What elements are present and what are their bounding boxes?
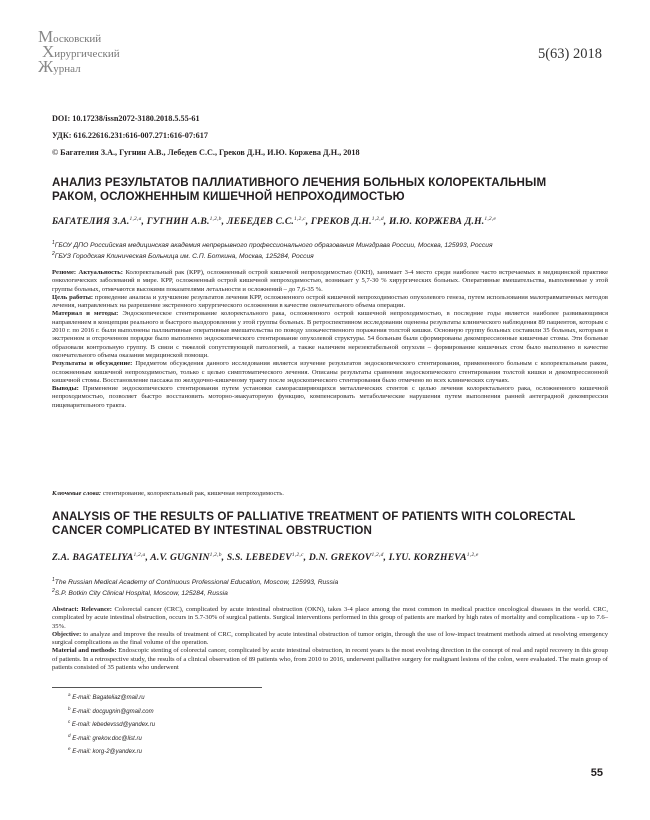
- author-name: S.S. LEBEDEV: [226, 552, 292, 564]
- abstract-ru: [52, 269, 608, 410]
- title-en-line1: ANALYSIS OF THE RESULTS OF PALLIATIVE TREATMENT OF PATIENTS WITH COLORECTAL: [52, 510, 576, 523]
- footnote-divider: [52, 687, 262, 688]
- author-name: ГРЕКОВ Д.Н.: [310, 216, 372, 228]
- email-footnote: $^a$ E-mail: Bagateliaz@mail.ru: [68, 692, 145, 701]
- author-name: I.YU. KORZHEVA: [388, 552, 467, 564]
- copyright: © Багателия З.А., Гугнин А.В., Лебедев С.С., Греков Д.Н., И.Ю. Коржева Д.Н., 2018: [52, 148, 360, 157]
- title-ru-line1: АНАЛИЗ РЕЗУЛЬТАТОВ ПАЛЛИАТИВНОГО ЛЕЧЕНИЯ БОЛЬНЫХ КОЛОРЕКТАЛЬНЫМ: [52, 176, 547, 189]
- authors-ru: БАГАТЕЛИЯ З.А.$^{1,2,a}$, ГУГНИН А.В.$^{1,2,b}$, ЛЕБЕДЕВ С.С.$^{1,2,c}$, ГРЕКОВ Д.Н.$^{1,2,d}$, И.Ю. КОРЖЕВА Д.Н.$^{1,2,e}$: [52, 216, 497, 228]
- logo-line-2: Хирургический: [42, 42, 120, 61]
- logo-line-1: Московский: [38, 27, 102, 46]
- affiliations-en: [52, 576, 612, 598]
- affiliation-ru-2: $^2$ГБУЗ Городская Клиническая Больница им. С.П. Боткина, Москва, 125284, Россия: [52, 251, 314, 261]
- author-sup: 1,2,e: [484, 216, 497, 222]
- keywords-ru: Ключевые слова: стентирование, колоректальный рак, кишечная непроходимость.: [52, 490, 284, 497]
- abstract-en-methods: Material and methods: Endoscopic stenting of colorectal cancer, complicated by acute intestinal obstruction, in recent years is the most evolving direction in the concept of real and rapid recovery in this group of patients. In a retrospective study, the results of a clinical observation of 89 patients who, from 2010 to 2016, underwent palliative surgery for malignant lesions of the colon, were evaluated. The main group of patients consisted of 35 patients who underwent: [52, 647, 608, 672]
- abstract-ru-results: Результаты и обсуждение: Предметом обсуждения данного исследования является изучение результатов эндоскопического стентирования, примененного больным с колоректальным раком, осложненным кишечной непроходимостью, только с целью симптоматического лечения. Описаны результаты сравнения эндоскопического стентирования толстой кишки и декомпрессионной кишечной стомы. Восстановление пассажа по желудочно-кишечному тракту после эндоскопического стентирования было отмечено во всех клинических случаях.: [52, 360, 608, 384]
- abstract-en: [52, 606, 608, 672]
- author-sup: 1,2,a: [129, 216, 142, 222]
- abstract-en-objective: Objective: to analyze and improve the results of treatment of CRC, complicated by acute intestinal obstruction of tumor origin, through the use of low-impact treatment methods aimed at resolving emergency surgical complications as the final volume of the operation.: [52, 630, 609, 647]
- affiliation-ru-1: $^1$ГБОУ ДПО Российская медицинская академия непрерывного профессионального образования Минздрава России, Москва, 125993, Россия: [52, 240, 493, 250]
- email-footnotes: [68, 690, 155, 758]
- author-sup: 1,2,e: [466, 552, 479, 558]
- doi: DOI: 10.17238/issn2072-3180.2018.5.55-61: [52, 114, 200, 123]
- journal-logo: [38, 27, 158, 79]
- abstract-ru-resume: Резюме: Актуальность: Колоректальный рак (КРР), осложненный острой кишечной непроходимостью (ОКН), занимает 3-4 место среди наиболее часто встречаемых в медицинской практике онкологических заболеваний в мире. КРР, осложненный острой кишечной непроходимостью, возникает у 5,7-30 % хирургических больных. Оперативные вмешательства, выполняемые у этой группы больных, отмечаются высокими показателями летальности и осложнений – до 7,6-35 %.: [52, 269, 608, 293]
- author-sup: 1,2,a: [133, 552, 146, 558]
- abstract-ru-conclusions: Выводы: Применение эндоскопического стентирования путем установки саморасширяющихся металлических стентов с целью лечения колоректального рака, осложненного кишечной непроходимостью, позволяет быстро восстановить моторно-эвакуаторную функцию, компенсировать метаболические нарушения путем выполнения ранней антеградной декомпрессии пищеварительного тракта.: [52, 385, 608, 409]
- abstract-ru-goal: Цель работы: проведение анализа и улучшение результатов лечения КРР, осложненного острой кишечной непроходимостью опухолевого генеза, путем использования малотравматичных методов лечения, направленных на разрешение экстренного хирургического осложнения в качестве окончательного объема операции.: [52, 293, 608, 310]
- author-sup: 1,2,b: [209, 552, 222, 558]
- page-number: 55: [590, 767, 603, 779]
- abstract-en-relevance: Abstract: Relevance: Colorectal cancer (CRC), complicated by acute intestinal obstruction (OKN), takes 3-4 place among the most common in medical practice oncological diseases in the world. CRC, complicated by acute intestinal obstruction, occurs in 5.7-30% of surgical patients. Surgical interventions performed in this group of patients are marked by high rates of mortality and complications - up to 7.6–35%.: [52, 606, 608, 630]
- logo-line-3: Журнал: [38, 57, 81, 76]
- title-ru-line2: РАКОМ, ОСЛОЖНЕННЫМ КИШЕЧНОЙ НЕПРОХОДИМОСТЬЮ: [52, 190, 405, 203]
- affiliation-en-2: $^2$S.P. Botkin City Clinical Hospital, Moscow, 125284, Russia: [52, 588, 228, 598]
- udk: УДК: 616.22616.231:616-007.271:616-07:617: [52, 131, 208, 140]
- email-footnote: $^b$ E-mail: docgugnin@gmail.com: [68, 705, 154, 715]
- author-sup: 1,2,c: [291, 552, 304, 558]
- author-name: И.Ю. КОРЖЕВА Д.Н.: [388, 216, 485, 228]
- author-name: D.N. GREKOV: [308, 552, 372, 564]
- issue-number: 5(63) 2018: [537, 46, 602, 62]
- affiliation-en-1: $^1$The Russian Medical Academy of Continuous Professional Education, Moscow, 125993, Russia: [52, 577, 339, 587]
- author-name: ГУГНИН А.В.: [146, 216, 210, 228]
- author-name: A.V. GUGNIN: [150, 552, 210, 564]
- author-sup: 1,2,c: [294, 216, 306, 222]
- email-footnote: $^c$ E-mail: lebedevssd@yandex.ru: [68, 719, 156, 729]
- email-footnote: $^e$ E-mail: korg-2@yandex.ru: [68, 746, 142, 756]
- affiliations-ru: [52, 239, 612, 261]
- title-en-line2: CANCER COMPLICATED BY INTESTINAL OBSTRUCTION: [52, 524, 373, 537]
- author-sup: 1,2,d: [371, 216, 384, 222]
- title-en: [52, 510, 612, 538]
- email-footnote: $^d$ E-mail: grekov.doc@list.ru: [68, 732, 142, 742]
- title-ru: [52, 176, 612, 204]
- abstract-ru-methods: Материал и методы: Эндоскопическое стентирование колоректального рака, осложненного острой кишечной непроходимостью, в последние годы является наиболее развивающимся направлением в концепции реального и быстрого выздоровления у этой группы больных. В ретроспективном исследовании оценены результаты клинического наблюдения 89 пациентов, которым с 2010 г. по 2016 г. были выполнены паллиативные оперативные вмешательства по поводу злокачественного поражения толстой кишки. Основную группу больных составили 35 больных, которым в экстренном и отсроченном порядке было выполнено эндоскопического стентирование опухолевой структуры. 54 больным были сформированы декомпрессионные кишечные стомы. Эти больные образовали контрольную группу. В связи с тяжелой сопутствующей патологией, а также наличием нерезектабельной опухоли – формирование кишечных стом было выполнено в качестве окончательного объема оказания медицинской помощи.: [52, 310, 608, 359]
- authors-en: Z.A. BAGATELIYA$^{1,2,a}$, A.V. GUGNIN$^{1,2,b}$, S.S. LEBEDEV$^{1,2,c}$, D.N. GREKOV$^{1,2,d}$, I.YU. KORZHEVA$^{1,2,e}$: [52, 552, 479, 564]
- author-sup: 1,2,b: [209, 216, 222, 222]
- author-sup: 1,2,d: [371, 552, 384, 558]
- author-name: Z.A. BAGATELIYA: [52, 552, 134, 564]
- author-name: ЛЕБЕДЕВ С.С.: [226, 216, 295, 228]
- author-name: БАГАТЕЛИЯ З.А.: [52, 216, 130, 228]
